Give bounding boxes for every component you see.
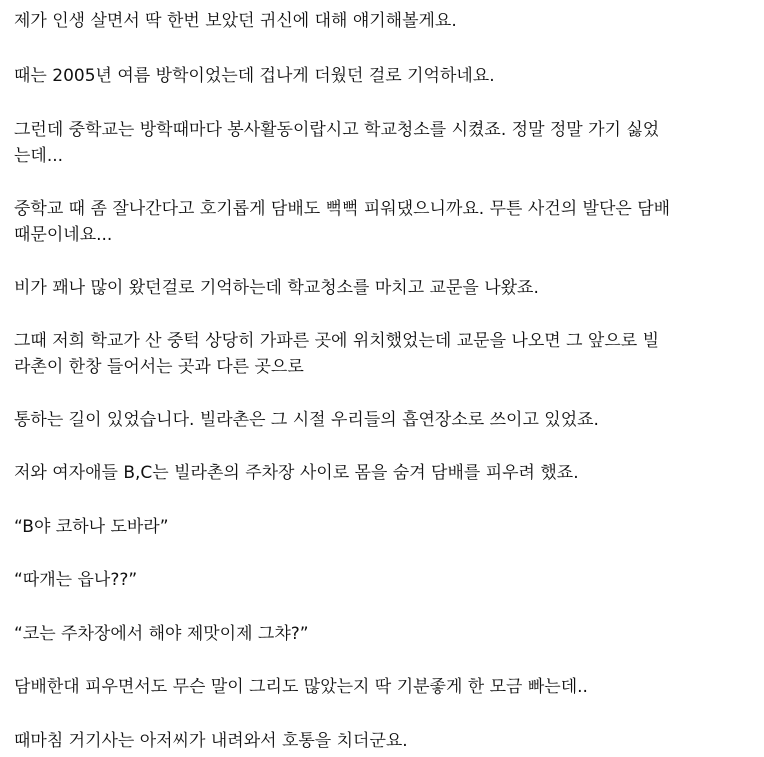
dialogue-line-3: “코는 주차장에서 해야 제맛이제 그챠?”: [14, 624, 309, 644]
paragraph-puff: 담배한대 피우면서도 무슨 말이 그리도 많았는지 딱 기분좋게 한 모금 빠는데..: [14, 677, 588, 697]
paragraph-location: 그때 저희 학교가 산 중턱 상당히 가파른 곳에 위치했었는데 교문을 나오면 그 앞으로 빌 라촌이 한창 들어서는 곳과 다른 곳으로: [14, 331, 660, 377]
paragraph-smoking: 중학교 때 좀 잘나간다고 호기롭게 담배도 뻑뻑 피워댔으니까요. 무튼 사건의 발단은 담배 때문이네요...: [14, 199, 671, 245]
paragraph-school-clean: 그런데 중학교는 방학때마다 봉사활동이랍시고 학교청소를 시켰죠. 정말 정말 가기 싫었 는데...: [14, 120, 660, 166]
paragraph-parking: 저와 여자애들 B,C는 빌라촌의 주차장 사이로 몸을 숨겨 담배를 피우려 했죠.: [14, 463, 579, 483]
paragraph-intro: 제가 인생 살면서 딱 한번 보았던 귀신에 대해 얘기해볼게요.: [14, 11, 457, 31]
paragraph-villa-road: 통하는 길이 있었습니다. 빌라촌은 그 시절 우리들의 흡연장소로 쓰이고 있었죠.: [14, 410, 599, 430]
dialogue-line-1: “B야 코하나 도바라”: [14, 517, 169, 537]
paragraph-scolding: 때마침 거기사는 아저씨가 내려와서 호통을 치더군요.: [14, 731, 408, 751]
paragraph-rain: 비가 꽤나 많이 왔던걸로 기억하는데 학교청소를 마치고 교문을 나왔죠.: [14, 278, 539, 298]
paragraph-time: 때는 2005년 여름 방학이었는데 겁나게 더웠던 걸로 기억하네요.: [14, 66, 495, 86]
dialogue-line-2: “따개는 읍나??”: [14, 570, 138, 590]
